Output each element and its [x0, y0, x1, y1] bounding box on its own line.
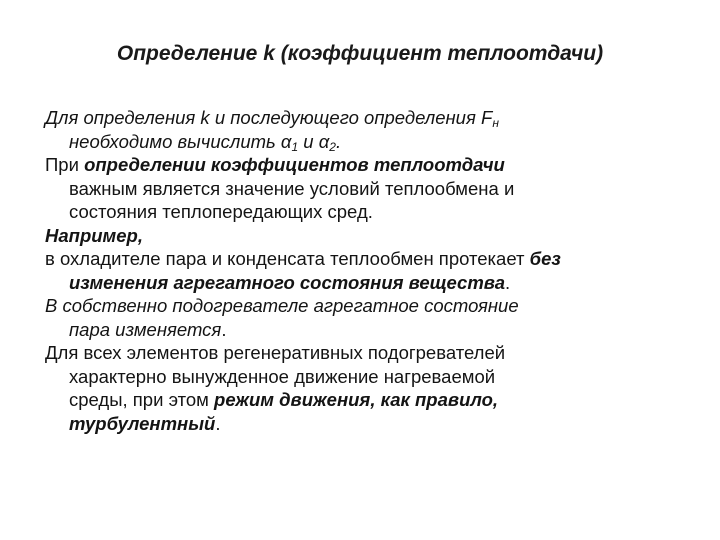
- paragraph-4-line-2: [45, 271, 685, 295]
- p6-emphasis: режим движения, как правило,: [214, 389, 499, 410]
- alpha-subscript-2: 2: [329, 139, 336, 154]
- p4-end: .: [505, 271, 511, 293]
- p6-end: .: [215, 412, 221, 434]
- paragraph-2-line-1: [45, 153, 685, 177]
- paragraph-5-line-1: В собственно подогревателе агрегатное состояние: [45, 295, 519, 316]
- p6-text: среды, при этом: [69, 389, 215, 410]
- paragraph-5-line-2: [45, 318, 685, 342]
- paragraph-6-line-1: Для всех элементов регенеративных подогревателей: [45, 342, 506, 363]
- slide-title: Определение k (коэффициент теплоотдачи): [116, 42, 604, 65]
- p1-text: Для определения k и последующего определения F: [45, 107, 493, 128]
- p4-emphasis: без: [529, 248, 561, 269]
- slide-body: [45, 106, 685, 435]
- p4-text: в охладителе пара и конденсата теплообмен протекает: [45, 248, 530, 269]
- p6-emphasis-2: турбулентный: [69, 412, 216, 434]
- paragraph-4-line-1: [45, 247, 685, 271]
- paragraph-1-line-1: [45, 106, 685, 130]
- p4-emphasis-2: изменения агрегатного состояния вещества: [69, 271, 505, 293]
- p2-emphasis: определении коэффициентов теплоотдачи: [84, 154, 505, 175]
- paragraph-6-line-3: [45, 388, 685, 412]
- paragraph-3: Например,: [45, 224, 143, 246]
- p2-text: При: [45, 154, 85, 175]
- paragraph-2-line-2: важным является значение условий теплообмена и: [69, 177, 515, 199]
- p5-text: пара изменяется: [69, 318, 222, 340]
- paragraph-2-line-3: состояния теплопередающих сред.: [69, 201, 373, 222]
- paragraph-6-line-4: [45, 412, 685, 436]
- p5-end: .: [221, 318, 227, 340]
- p1-text-2: необходимо вычислить: [69, 130, 281, 152]
- paragraph-6-line-2: характерно вынужденное движение нагреваемой: [69, 365, 496, 387]
- p1-end: .: [335, 130, 342, 152]
- p1-and: и: [298, 130, 319, 152]
- alpha-subscript-1: 1: [291, 139, 299, 154]
- alpha-symbol-2: α: [318, 130, 330, 152]
- p1-subscript: н: [492, 116, 499, 130]
- paragraph-1-line-2: [45, 130, 685, 154]
- alpha-symbol-1: α: [280, 130, 292, 152]
